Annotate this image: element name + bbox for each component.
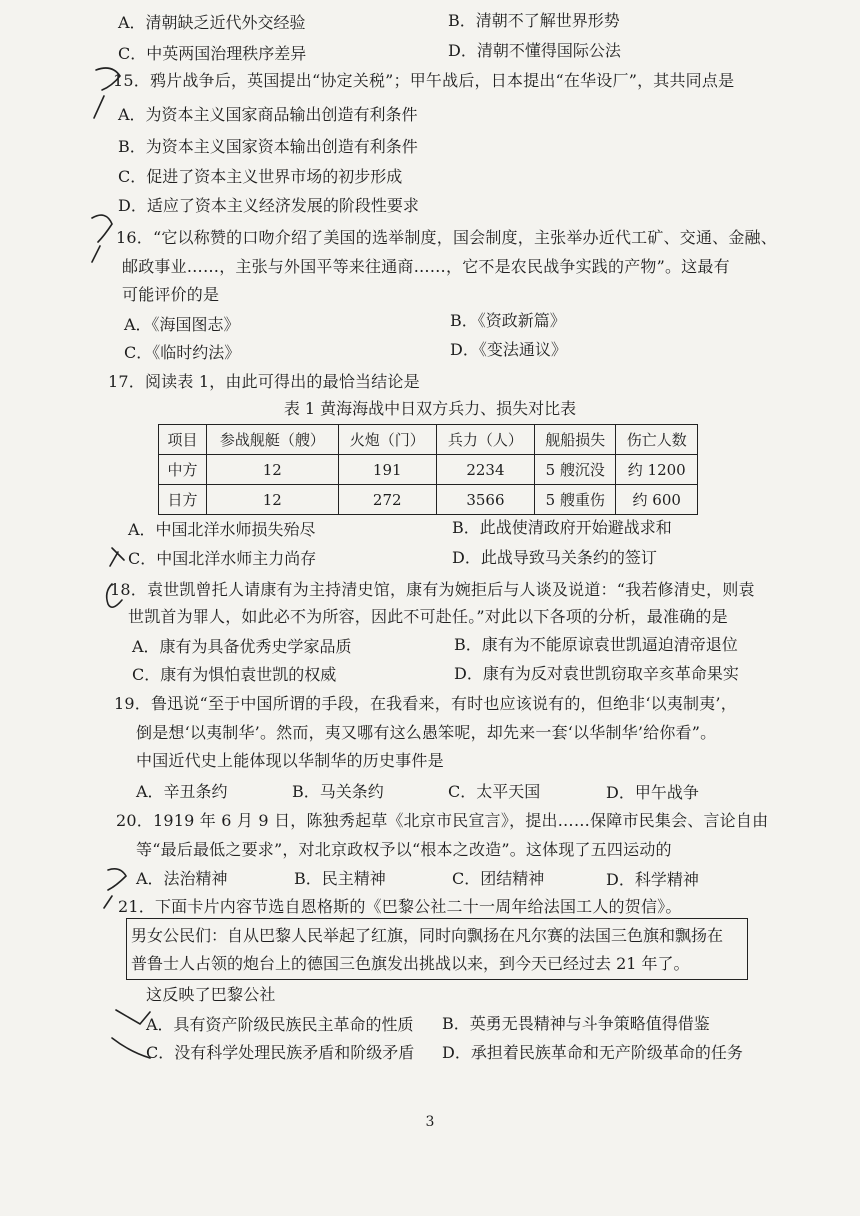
table-cell: 5 艘沉没 <box>535 455 616 485</box>
table-cell: 中方 <box>159 455 207 485</box>
table-header-cell: 舰船损失 <box>535 425 616 455</box>
pen-mark-q17c <box>110 548 124 566</box>
q15-option-b: B．为资本主义国家资本输出创造有利条件 <box>118 137 418 156</box>
q17-option-c: C．中国北洋水师主力尚存 <box>128 549 317 568</box>
q14-option-d: D．清朝不懂得国际公法 <box>448 41 621 60</box>
pen-mark-option-a <box>116 1010 150 1024</box>
table-header-cell: 伤亡人数 <box>616 425 698 455</box>
q19-option-b: B．马关条约 <box>292 782 384 801</box>
table-cell: 约 1200 <box>616 455 698 485</box>
pen-mark-q21a <box>104 869 126 908</box>
pen-mark-option-c <box>112 1038 150 1058</box>
q20-option-d: D．科学精神 <box>606 870 699 889</box>
q21-stem2: 这反映了巴黎公社 <box>146 985 276 1004</box>
q21-option-b: B．英勇无畏精神与斗争策略值得借鉴 <box>442 1014 710 1033</box>
q20-option-b: B．民主精神 <box>294 869 386 888</box>
q18-stem-line1: 18．袁世凯曾托人请康有为主持清史馆，康有为婉拒后与人谈及说道：“我若修清史，则袁 <box>110 580 755 599</box>
q18-option-a: A．康有为具备优秀史学家品质 <box>132 637 352 656</box>
q20-stem-line1: 20．1919 年 6 月 9 日，陈独秀起草《北京市民宣言》，提出……保障市民集会、言论自由 <box>116 811 769 830</box>
q18-stem-line2: 世凯首为罪人，如此必不为所容，因此不可赴任。”对此以下各项的分析，最准确的是 <box>128 607 728 626</box>
q21-card-line2: 普鲁士人占领的炮台上的德国三色旗发出挑战以来，到今天已经过去 21 年了。 <box>131 954 690 973</box>
q19-option-c: C．太平天国 <box>448 782 541 801</box>
table-cell: 5 艘重伤 <box>535 485 616 515</box>
q19-stem-line1: 19．鲁迅说“至于中国所谓的手段，在我看来，有时也应该说有的，但绝非‘以夷制夷’， <box>114 694 737 713</box>
pen-mark-q16 <box>92 215 112 262</box>
q21-card-line1: 男女公民们：自从巴黎人民举起了红旗，同时向飘扬在凡尔赛的法国三色旗和飘扬在 <box>131 926 724 945</box>
q16-option-c: C．《临时约法》 <box>124 343 241 362</box>
table-cell: 12 <box>206 455 338 485</box>
table-header-cell: 火炮（门） <box>338 425 436 455</box>
q16-option-a: A．《海国图志》 <box>124 315 240 334</box>
q19-option-a: A．辛丑条约 <box>136 782 228 801</box>
q15-option-c: C．促进了资本主义世界市场的初步形成 <box>118 167 403 186</box>
q17-table-caption: 表 1 黄海海战中日双方兵力、损失对比表 <box>283 399 577 418</box>
q16-option-b: B．《资政新篇》 <box>450 311 566 330</box>
q17-option-a: A．中国北洋水师损失殆尽 <box>128 520 316 539</box>
q15-stem: 15．鸦片战争后，英国提出“协定关税”；甲午战后，日本提出“在华设厂”，其共同点是 <box>113 71 735 90</box>
table-cell: 191 <box>338 455 436 485</box>
q21-option-d: D．承担着民族革命和无产阶级革命的任务 <box>442 1043 743 1062</box>
table-header-cell: 参战舰艇（艘） <box>206 425 338 455</box>
q20-option-c: C．团结精神 <box>452 869 545 888</box>
pen-mark-q18 <box>107 584 122 607</box>
q21-option-a: A．具有资产阶级民族民主革命的性质 <box>146 1015 414 1034</box>
q19-option-d: D．甲午战争 <box>606 783 699 802</box>
q17-option-d: D．此战导致马关条约的签订 <box>452 548 657 567</box>
q21-option-c: C．没有科学处理民族矛盾和阶级矛盾 <box>146 1043 415 1062</box>
table-cell: 272 <box>338 485 436 515</box>
q14-option-c: C．中英两国治理秩序差异 <box>118 44 307 63</box>
q18-option-d: D．康有为反对袁世凯窃取辛亥革命果实 <box>454 664 739 683</box>
q16-option-d: D．《变法通议》 <box>450 340 567 359</box>
table-cell: 3566 <box>436 485 534 515</box>
q17-stem: 17．阅读表 1，由此可得出的最恰当结论是 <box>108 372 420 391</box>
q16-stem-line1: 16．“它以称赞的口吻介绍了美国的选举制度，国会制度，主张举办近代工矿、交通、金融、 <box>116 228 777 247</box>
table-header-cell: 兵力（人） <box>436 425 534 455</box>
pen-mark-q15 <box>94 68 120 118</box>
q18-option-c: C．康有为惧怕袁世凯的权威 <box>132 665 337 684</box>
table-cell: 日方 <box>159 485 207 515</box>
q14-option-a: A．清朝缺乏近代外交经验 <box>118 13 306 32</box>
q19-stem-line2: 倒是想‘以夷制华’。然而，夷又哪有这么愚笨呢，却先来一套‘以华制华’给你看”。 <box>136 723 717 742</box>
q16-stem-line2: 邮政事业……，主张与外国平等来往通商……，它不是农民战争实践的产物”。这最有 <box>122 257 730 276</box>
q16-stem-line3: 可能评价的是 <box>122 285 220 304</box>
table-cell: 约 600 <box>616 485 698 515</box>
q15-option-d: D．适应了资本主义经济发展的阶段性要求 <box>118 196 419 215</box>
table-cell: 2234 <box>436 455 534 485</box>
q20-option-a: A．法治精神 <box>136 869 228 888</box>
q14-option-b: B．清朝不了解世界形势 <box>448 11 620 30</box>
q17-option-b: B．此战使清政府开始避战求和 <box>452 518 672 537</box>
q19-stem-line3: 中国近代史上能体现以华制华的历史事件是 <box>136 751 444 770</box>
table-cell: 12 <box>206 485 338 515</box>
q18-option-b: B．康有为不能原谅袁世凯逼迫清帝退位 <box>454 635 738 654</box>
page-number: 3 <box>425 1114 435 1130</box>
q20-stem-line2: 等“最后最低之要求”，对北京政权予以“根本之改造”。这体现了五四运动的 <box>136 840 672 859</box>
table-header-cell: 项目 <box>159 425 207 455</box>
q21-stem: 21．下面卡片内容节选自恩格斯的《巴黎公社二十一周年给法国工人的贺信》。 <box>118 897 682 916</box>
q15-option-a: A．为资本主义国家商品输出创造有利条件 <box>118 105 418 124</box>
